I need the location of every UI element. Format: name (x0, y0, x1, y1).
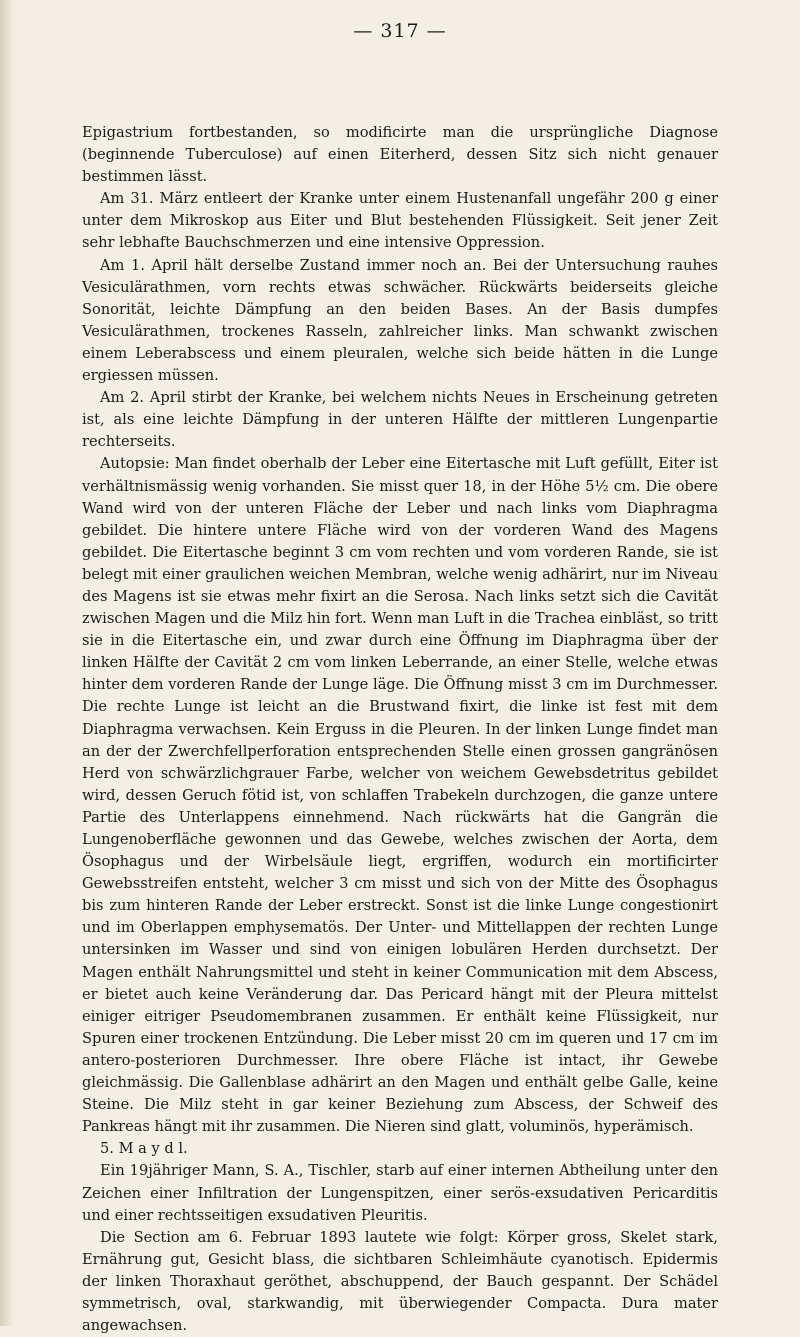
page-number: — 317 — (353, 20, 447, 42)
paragraph: Am 2. April stirbt der Kranke, bei welchem nichts Neues in Erscheinung getreten ist, als eine leichte Dämpfung in der unteren Hälfte der mittleren Lungenpartie rechterseits. (82, 389, 718, 451)
paragraph: Epigastrium fortbestanden, so modificirte man die ursprüngliche Diagnose (beginnende Tuberculose) auf einen Eiterherd, dessen Sitz sich nicht genauer bestimmen lässt. (82, 124, 718, 186)
page-binding-shadow (0, 0, 14, 1326)
paragraph: Ein 19jähriger Mann, S. A., Tischler, starb auf einer internen Abtheilung unter den Zeichen einer Infiltration der Lungenspitzen, einer serös-exsudativen Pericarditis und einer rechtsseitigen exsudativen Pleuritis. (82, 1162, 718, 1224)
paragraph: Am 31. März entleert der Kranke unter einem Hustenanfall ungefähr 200 g einer unter dem Mikroskop aus Eiter und Blut bestehenden Flüssigkeit. Seit jener Zeit sehr lebhafte Bauchschmerzen und eine intensive Oppression. (82, 190, 718, 252)
paragraph: Am 1. April hält derselbe Zustand immer noch an. Bei der Untersuchung rauhes Vesiculärathmen, vorn rechts etwas schwächer. Rückwärts beiderseits gleiche Sonorität, leichte Dämpfung an den beiden Bases. An der Basis dumpfes Vesiculärathmen, trockenes Rasseln, zahlreicher links. Man schwankt zwischen einem Leberabscess und einem pleuralen, welche sich beide hätten in die Lunge ergiessen müssen. (82, 256, 718, 385)
paragraph: Autopsie: Man findet oberhalb der Leber eine Eitertasche mit Luft gefüllt, Eiter ist verhältnismässig wenig vorhanden. Sie misst quer 18, in der Höhe 5½ cm. Die obere Wand wird von der unteren Fläche der Leber und nach links vom Diaphragma gebildet. Die hintere untere Fläche wird von der vorderen Wand des Magens gebildet. Die Eitertasche beginnt 3 cm vom rechten und vom vorderen Rande, sie ist belegt mit einer graulichen weichen Membran, welche wenig adhärirt, nur im Niveau des Magens ist sie etwas mehr fixirt an die Serosa. Nach links setzt sich die Cavität zwischen Magen und die Milz hin fort. Wenn man Luft in die Trachea einbläst, so tritt sie in die Eitertasche ein, und zwar durch eine Öffnung im Diaphragma über der linken Hälfte der Cavität 2 cm vom linken Leberrande, an einer Stelle, welche etwas hinter dem vorderen Rande der Lunge läge. Die Öffnung misst 3 cm im Durchmesser. Die rechte Lunge ist leicht an die Brustwand fixirt, die linke ist fest mit dem Diaphragma verwachsen. Kein Erguss in die Pleuren. In der linken Lunge findet man an der der Zwerchfellperforation entsprechenden Stelle einen grossen gangränösen Herd von schwärzlichgrauer Farbe, welcher von weichem Gewebsdetritus gebildet wird, dessen Geruch fötid ist, von schlaffen Trabekeln durchzogen, die ganze untere Partie des Unterlappens einnehmend. Nach rückwärts hat die Gangrän die Lungenoberfläche gewonnen und das Gewebe, welches zwischen der Aorta, dem Ösophagus und der Wirbelsäule liegt, ergriffen, wodurch ein mortificirter Gewebsstreifen entsteht, welcher 3 cm misst und sich von der Mitte des Ösophagus bis zum hinteren Rande der Leber erstreckt. Sonst ist die linke Lunge congestionirt und im Oberlappen emphysematös. Der Unter- und Mittellappen der rechten Lunge untersinken im Wasser und sind von einigen lobulären Herden durchsetzt. Der Magen enthält Nahrungsmittel und steht in keiner Communication mit dem Abscess, er bietet auch keine Veränderung dar. Das Pericard hängt mit der Pleura mittelst einiger eitriger Pseudomembranen zusammen. Er enthält keine Flüssigkeit, nur Spuren einer trockenen Entzündung. Die Leber misst 20 cm im queren und 17 cm im antero-posterioren Durchmesser. Ihre obere Fläche ist intact, ihr Gewebe gleichmässig. Die Gallenblase adhärirt an den Magen und enthält gelbe Galle, keine Steine. Die Milz steht in gar keiner Beziehung zum Abscess, der Schweif des Pankreas hängt mit ihr zusammen. Die Nieren sind glatt, voluminös, hyperämisch. (82, 455, 718, 1136)
paragraph: Die Section am 6. Februar 1893 lautete wie folgt: Körper gross, Skelet stark, Ernährung gut, Gesicht blass, die sichtbaren Schleimhäute cyanotisch. Epidermis der linken Thoraxhaut geröthet, abschuppend, der Bauch gespannt. Der Schädel symmetrisch, oval, starkwandig, mit überwiegender Compacta. Dura mater angewachsen. (82, 1228, 718, 1335)
body-text (82, 122, 718, 1337)
case-heading: 5. M a y d l. (100, 1140, 188, 1158)
